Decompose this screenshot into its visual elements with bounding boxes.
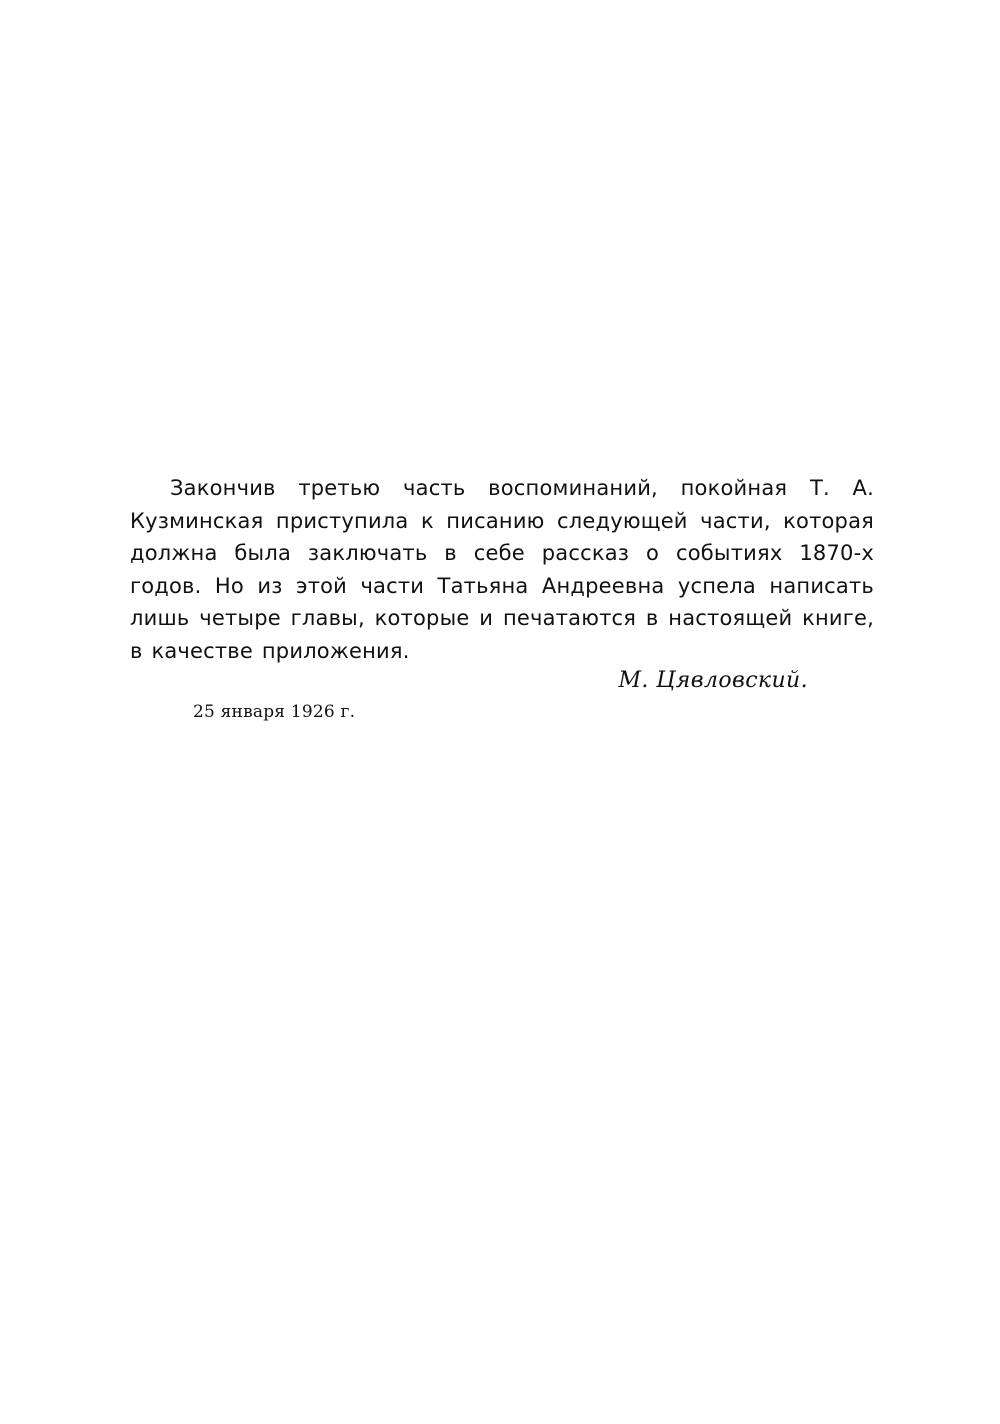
author-signature: М. Цявловский. (618, 668, 808, 693)
editorial-note (130, 472, 874, 667)
note-paragraph: Закончив третью часть воспоминаний, покойная Т. А. Кузминская приступила к писанию следующей части, которая должна была заключать в себе рассказ о событиях 1870-х годов. Но из этой части Татьяна Андреевна успела написать лишь четыре главы, которые и печатаются в настоящей книге, в качестве приложения. (130, 476, 874, 663)
note-date: 25 января 1926 г. (193, 702, 356, 722)
